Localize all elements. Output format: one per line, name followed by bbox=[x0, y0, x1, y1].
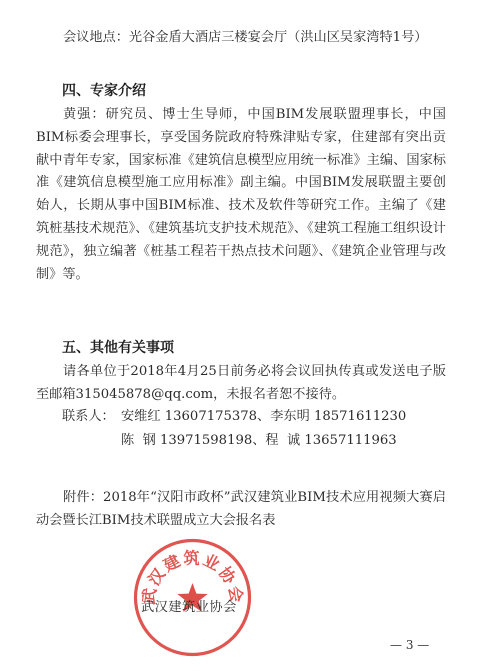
contacts-label: 联系人： bbox=[62, 409, 115, 424]
seal-text: 武汉建筑业协会 bbox=[138, 548, 247, 606]
attachment-paragraph: 附件：2018年“汉阳市政杯”武汉建筑业BIM技术应用视频大赛启动会暨长江BIM技术联盟成立大会报名表 bbox=[36, 490, 446, 528]
contact-line-2: 陈 钢 13971598198、程 诚 13657111963 bbox=[121, 433, 397, 448]
page-number: — 3 — bbox=[390, 638, 430, 652]
venue-paragraph: 会议地点：光谷金盾大酒店三楼宴会厅（洪山区吴家湾特1号） bbox=[63, 30, 428, 45]
notice-paragraph: 请各单位于2018年4月25日前务必将会议回执传真或发送电子版至邮箱315045878@qq.com，未报名者恕不接待。 bbox=[36, 364, 446, 402]
contact-line-1: 安维红 13607175378、李东明 18571611230 bbox=[121, 409, 407, 424]
section-4-heading: 四、专家介绍 bbox=[62, 83, 146, 99]
expert-bio-paragraph: 黄强：研究员、博士生导师，中国BIM发展联盟理事长，中国BIM标委会理事长，享受国务院政府特殊津贴专家，住建部有突出贡献中青年专家，国家标准《建筑信息模型应用统一标准》主编、国家标准《建筑信息模型施工应用标准》副主编。中国BIM发展联盟主要创始人，长期从事中国BIM标准、技术及软件等研究工作。主编了《建筑桩基技术规范》、《建筑基坑支护技术规范》、《建筑工程施工组织设计规范》，独立编著《桩基工程若干热点技术问题》、《建筑企业管理与改制》等。 bbox=[36, 107, 446, 282]
issuing-organization: 武汉建筑业协会 bbox=[141, 600, 237, 615]
section-5-heading: 五、其他有关事项 bbox=[62, 340, 174, 356]
